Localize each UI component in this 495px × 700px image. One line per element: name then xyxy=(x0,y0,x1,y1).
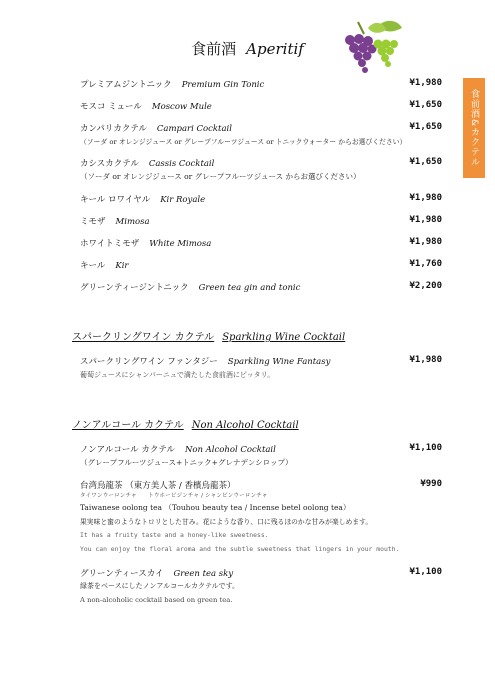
menu-item: グリーンティージントニック Green tea gin and tonic xyxy=(80,283,301,293)
price: ¥1,980 xyxy=(409,237,442,247)
price: ¥1,650 xyxy=(409,100,442,110)
item-note-en: A non-alcoholic cocktail based on green tea. xyxy=(80,596,233,604)
price: ¥1,100 xyxy=(409,567,442,577)
item-en-name: Taiwanese oolong tea （Touhou beauty tea / Incense betel oolong tea） xyxy=(80,503,351,512)
item-note: （グレープフルーツジュース+トニック+グレナデンシロップ） xyxy=(80,458,293,467)
item-note: 緑茶をベースにしたノンアルコールカクテルです。 xyxy=(80,582,240,590)
menu-item: ミモザ Mimosa xyxy=(80,217,150,227)
price: ¥1,760 xyxy=(409,259,442,269)
title-jp: 食前酒 xyxy=(191,40,237,58)
item-note: （ソーダ or オレンジジュース or グレープフルーツジュース からお選びください） xyxy=(80,172,361,181)
section-title-non-alcohol: ノンアルコール カクテル Non Alcohol Cocktail xyxy=(72,420,299,431)
item-note-en: You can enjoy the floral aroma and the subtle sweetness that lingers in your mouth. xyxy=(80,545,400,553)
price: ¥2,200 xyxy=(409,281,442,291)
page-title xyxy=(0,38,495,59)
item-note-en: It has a fruity taste and a honey-like sweetness. xyxy=(80,531,269,539)
price: ¥1,980 xyxy=(409,355,442,365)
price: ¥990 xyxy=(420,479,442,489)
title-en: Aperitif xyxy=(246,40,304,58)
menu-item: キール ロワイヤル Kir Royale xyxy=(80,195,206,205)
menu-item: ホワイトミモザ White Mimosa xyxy=(80,239,212,249)
item-note: 葡萄ジュースにシャンパーニュで満たした食前酒にピッタリ。 xyxy=(80,371,275,379)
menu-item: グリーンティースカイ Green tea sky xyxy=(80,569,234,579)
menu-item: モスコ ミュール Moscow Mule xyxy=(80,102,212,112)
menu-item: カンパリカクテル Campari Cocktail xyxy=(80,124,232,134)
menu-item: プレミアムジントニック Premium Gin Tonic xyxy=(80,80,265,90)
price: ¥1,980 xyxy=(409,193,442,203)
item-reading: タイワンウーロンチャ トウホービジンチャ / シャンピンウーロンチャ xyxy=(80,493,268,499)
grapes-icon xyxy=(338,14,406,76)
menu-item: 台湾烏龍茶 （東方美人茶 / 香檳烏龍茶） xyxy=(80,481,236,491)
item-note: （ソーダ or オレンジジュース or グレープフルーツジュース or トニックウォーター からお選びください） xyxy=(80,138,407,146)
price: ¥1,650 xyxy=(409,157,442,167)
price: ¥1,650 xyxy=(409,122,442,132)
menu-item: キール Kir xyxy=(80,261,129,271)
menu-item: ノンアルコール カクテル Non Alcohol Cocktail xyxy=(80,445,276,455)
side-tab: 食前酒&カクテル xyxy=(463,78,485,178)
menu-item: スパークリングワイン ファンタジー Sparkling Wine Fantasy xyxy=(80,357,331,367)
item-note: 果実味と蜜のようなトロリとした甘み。花にような香り、口に残るほのかな甘みが楽しめます。 xyxy=(80,518,373,526)
menu-item: カシスカクテル Cassis Cocktail xyxy=(80,159,215,169)
section-title-sparkling: スパークリングワイン カクテル Sparkling Wine Cocktail xyxy=(72,332,346,343)
price: ¥1,100 xyxy=(409,443,442,453)
price: ¥1,980 xyxy=(409,215,442,225)
price: ¥1,980 xyxy=(409,78,442,88)
